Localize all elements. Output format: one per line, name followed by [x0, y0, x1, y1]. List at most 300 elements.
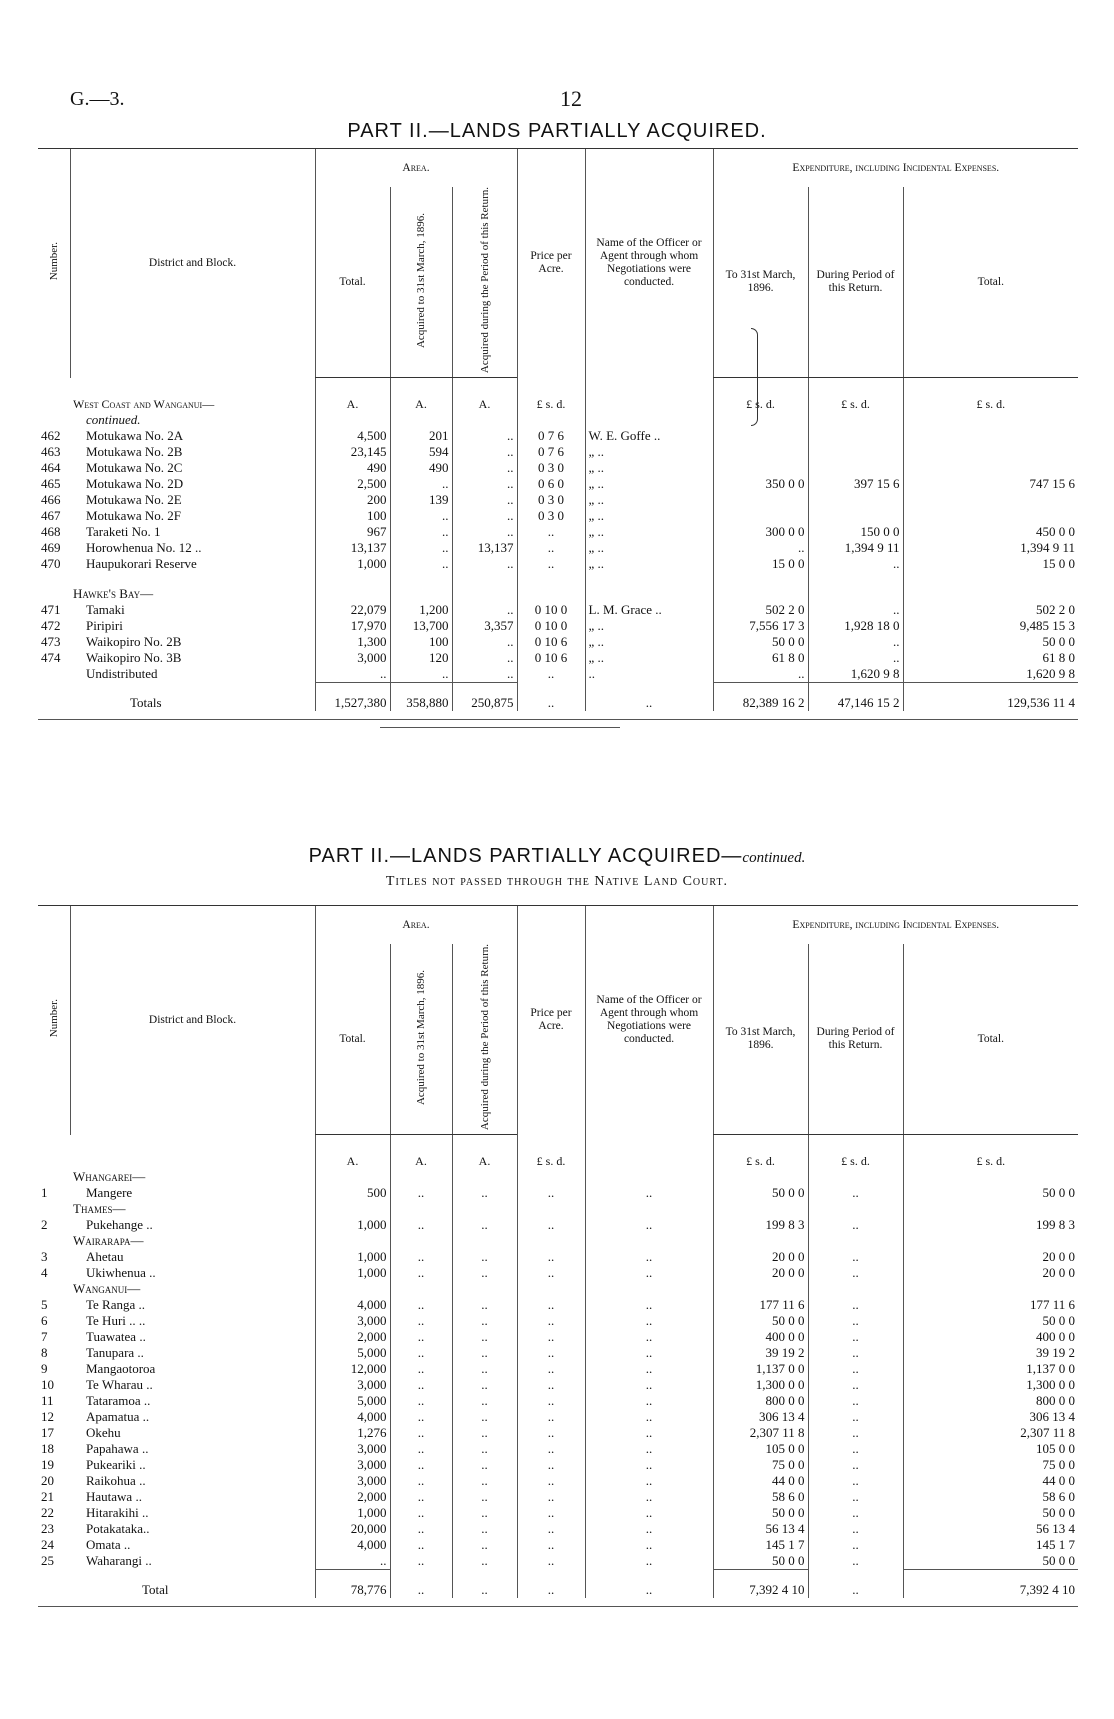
- row-number: [38, 666, 70, 683]
- exp-during: ..: [808, 1441, 903, 1457]
- exp-to: 502 2 0: [713, 602, 808, 618]
- acquired-during: ..: [452, 1521, 517, 1537]
- acquired-during: ..: [452, 1313, 517, 1329]
- blank: [713, 1201, 808, 1217]
- officer: „ ..: [585, 556, 713, 572]
- area-total: 5,000: [315, 1393, 390, 1409]
- exp-to: 39 19 2: [713, 1345, 808, 1361]
- page-number: 12: [560, 86, 582, 111]
- exp-total: 7,392 4 10: [903, 1570, 1078, 1599]
- row-number: 473: [41, 634, 61, 650]
- exp-during: ..: [808, 1570, 903, 1599]
- exp-total: 2,307 11 8: [903, 1425, 1078, 1441]
- table-row: [38, 650, 1078, 666]
- officer: ..: [585, 666, 713, 683]
- officer: ..: [585, 1553, 713, 1570]
- area-total: 1,000: [315, 556, 390, 572]
- blank: [808, 1281, 903, 1297]
- blank: [517, 1281, 585, 1297]
- row-name: Omata ..: [86, 1537, 131, 1553]
- row-name: Tuawatea ..: [86, 1329, 146, 1345]
- exp-during: ..: [808, 1249, 903, 1265]
- area-total: 1,527,380: [315, 683, 390, 712]
- area-total: 1,000: [315, 1249, 390, 1265]
- officer: ..: [585, 1409, 713, 1425]
- table-row: [38, 618, 1078, 634]
- acquired-to: 120: [390, 650, 452, 666]
- group-title: Thames—: [73, 1201, 126, 1217]
- area-total: 2,000: [315, 1489, 390, 1505]
- officer: ..: [585, 1441, 713, 1457]
- price: ..: [517, 1297, 585, 1313]
- blank: [903, 572, 1078, 602]
- exp-to: 75 0 0: [713, 1457, 808, 1473]
- price: ..: [517, 556, 585, 572]
- price: ..: [517, 1393, 585, 1409]
- price: 0 7 6: [517, 444, 585, 460]
- table-row: [38, 1457, 1078, 1473]
- unit-label: A.: [452, 378, 517, 413]
- exp-total: 20 0 0: [903, 1265, 1078, 1281]
- officer: ..: [585, 1185, 713, 1201]
- officer: ..: [585, 1265, 713, 1281]
- table-row: [38, 556, 1078, 572]
- row-number: 464: [41, 460, 61, 476]
- exp-total: 15 0 0: [903, 556, 1078, 572]
- row-name: Motukawa No. 2D: [86, 476, 184, 492]
- acquired-to: ..: [390, 1393, 452, 1409]
- price: ..: [517, 1489, 585, 1505]
- exp-total: 306 13 4: [903, 1409, 1078, 1425]
- exp-during: ..: [808, 1489, 903, 1505]
- row-number: 18: [41, 1441, 54, 1457]
- officer: ..: [585, 1345, 713, 1361]
- acquired-during: ..: [452, 1473, 517, 1489]
- table-row: [38, 1441, 1078, 1457]
- blank: [517, 1233, 585, 1249]
- unit-label: £ s. d.: [517, 378, 585, 413]
- area-total: 5,000: [315, 1345, 390, 1361]
- blank: [808, 1233, 903, 1249]
- price: ..: [517, 540, 585, 556]
- price: ..: [517, 1473, 585, 1489]
- row-name: Motukawa No. 2B: [86, 444, 183, 460]
- exp-during: ..: [808, 1345, 903, 1361]
- officer: ..: [585, 1377, 713, 1393]
- group-title: Whangarei—: [73, 1169, 146, 1185]
- acquired-during: ..: [452, 1249, 517, 1265]
- row-name: Pukeariki ..: [86, 1457, 146, 1473]
- exp-total: 56 13 4: [903, 1521, 1078, 1537]
- area-total: 13,137: [315, 540, 390, 556]
- exp-to: 1,137 0 0: [713, 1361, 808, 1377]
- totals-label: Totals: [130, 694, 162, 710]
- exp-total: 50 0 0: [903, 634, 1078, 650]
- blank: [452, 572, 517, 602]
- blank: [452, 1201, 517, 1217]
- row-name: Raikohua ..: [86, 1473, 146, 1489]
- row-number: 470: [41, 556, 61, 572]
- exp-total: 75 0 0: [903, 1457, 1078, 1473]
- exp-to: 58 6 0: [713, 1489, 808, 1505]
- acquired-to: ..: [390, 540, 452, 556]
- officer: ..: [585, 1249, 713, 1265]
- row-name: Hitarakihi ..: [86, 1505, 149, 1521]
- area-total: 4,000: [315, 1537, 390, 1553]
- acquired-to: ..: [390, 1185, 452, 1201]
- unit-label: A.: [315, 378, 390, 413]
- part2-subtitle: Titles not passed through the Native Land Court.: [385, 874, 729, 889]
- area-total: 200: [315, 492, 390, 508]
- acquired-during: ..: [452, 1570, 517, 1599]
- row-name: Motukawa No. 2C: [86, 460, 183, 476]
- acquired-to: ..: [390, 1377, 452, 1393]
- exp-to: 145 1 7: [713, 1537, 808, 1553]
- acquired-to: 594: [390, 444, 452, 460]
- blank: [38, 1169, 70, 1185]
- officer: „ ..: [585, 618, 713, 634]
- table-row: [38, 1377, 1078, 1393]
- blank: [903, 1201, 1078, 1217]
- area-total: 3,000: [315, 1457, 390, 1473]
- row-number: 20: [41, 1473, 54, 1489]
- blank: [713, 1233, 808, 1249]
- unit-label: £ s. d.: [808, 1135, 903, 1170]
- row-name: Horowhenua No. 12 ..: [86, 540, 202, 556]
- acquired-to: 100: [390, 634, 452, 650]
- acquired-during: ..: [452, 444, 517, 460]
- table-row: [38, 428, 1078, 444]
- unit-label: £ s. d.: [808, 378, 903, 413]
- table-bottom-rule: [38, 719, 1078, 720]
- price: ..: [517, 1537, 585, 1553]
- table-row: [38, 634, 1078, 650]
- table-row: [38, 1185, 1078, 1201]
- number-header: Number.: [38, 149, 70, 378]
- row-number: 5: [41, 1297, 48, 1313]
- area-total: ..: [315, 1553, 390, 1570]
- exp-during: 150 0 0: [808, 524, 903, 540]
- unit-label: £ s. d.: [713, 1135, 808, 1170]
- acquired-during: 13,137: [452, 540, 517, 556]
- table-row: [38, 1521, 1078, 1537]
- exp-total: [903, 428, 1078, 444]
- row-number: 12: [41, 1409, 54, 1425]
- exp-to: 50 0 0: [713, 1505, 808, 1521]
- acquired-during: ..: [452, 1489, 517, 1505]
- acquired-during-header: Acquired during the Period of this Return.: [452, 944, 517, 1135]
- exp-during-header: During Period of this Return.: [808, 944, 903, 1135]
- acquired-during: ..: [452, 1393, 517, 1409]
- part2-table: [38, 905, 1078, 1598]
- exp-during: 397 15 6: [808, 476, 903, 492]
- acquired-during: ..: [452, 524, 517, 540]
- officer: W. E. Goffe ..: [585, 428, 713, 444]
- exp-total: 105 0 0: [903, 1441, 1078, 1457]
- acquired-to: ..: [390, 1329, 452, 1345]
- acquired-to: ..: [390, 524, 452, 540]
- blank: [390, 1201, 452, 1217]
- blank: [903, 1169, 1078, 1185]
- row-name: Te Huri .. ..: [86, 1313, 146, 1329]
- exp-during: ..: [808, 1553, 903, 1570]
- blank: [315, 1233, 390, 1249]
- group-row: [38, 1201, 1078, 1217]
- acquired-during-header: Acquired during the Period of this Return.: [452, 187, 517, 378]
- exp-total: 20 0 0: [903, 1249, 1078, 1265]
- area-total: 12,000: [315, 1361, 390, 1377]
- exp-to: 7,556 17 3: [713, 618, 808, 634]
- table-row: [38, 524, 1078, 540]
- blank: [38, 572, 70, 602]
- row-number: 9: [41, 1361, 48, 1377]
- row-name: Ukiwhenua ..: [86, 1265, 156, 1281]
- exp-total: 50 0 0: [903, 1505, 1078, 1521]
- exp-total-header: Total.: [903, 187, 1078, 378]
- exp-total: 800 0 0: [903, 1393, 1078, 1409]
- exp-to: 44 0 0: [713, 1473, 808, 1489]
- exp-total: [903, 460, 1078, 476]
- group-title: West Coast and Wanganui—: [73, 396, 215, 411]
- officer: ..: [585, 1537, 713, 1553]
- acquired-during: ..: [452, 1185, 517, 1201]
- officer: ..: [585, 1329, 713, 1345]
- price-header: Price per Acre.: [517, 149, 585, 378]
- blank: [585, 1169, 713, 1185]
- row-number: 466: [41, 492, 61, 508]
- unit-label: A.: [315, 1135, 390, 1170]
- row-number: 8: [41, 1345, 48, 1361]
- blank: [452, 1281, 517, 1297]
- area-total: 3,000: [315, 1313, 390, 1329]
- district-header: District and Block.: [70, 149, 315, 378]
- blank: [713, 1281, 808, 1297]
- exp-during: ..: [808, 1265, 903, 1281]
- unit-label: £ s. d.: [903, 378, 1078, 413]
- row-number: 472: [41, 618, 61, 634]
- table-row: [38, 666, 1078, 683]
- blank: [808, 572, 903, 602]
- officer: ..: [585, 1457, 713, 1473]
- blank: [315, 1281, 390, 1297]
- acquired-to: ..: [390, 1361, 452, 1377]
- area-total-header: Total.: [315, 944, 390, 1135]
- totals-row: [38, 683, 1078, 712]
- exp-during: ..: [808, 1409, 903, 1425]
- row-number: 22: [41, 1505, 54, 1521]
- acquired-to: ..: [390, 1489, 452, 1505]
- blank: [390, 1281, 452, 1297]
- exp-total: 400 0 0: [903, 1329, 1078, 1345]
- price: 0 6 0: [517, 476, 585, 492]
- acquired-during: ..: [452, 1457, 517, 1473]
- blank: [713, 1169, 808, 1185]
- table-bottom-rule: [38, 1606, 1078, 1607]
- exp-to: ..: [713, 666, 808, 683]
- blank: [38, 1201, 70, 1217]
- area-total: 2,000: [315, 1329, 390, 1345]
- price: 0 3 0: [517, 508, 585, 524]
- acquired-during: ..: [452, 508, 517, 524]
- price: 0 3 0: [517, 460, 585, 476]
- exp-to: [713, 460, 808, 476]
- acquired-during: ..: [452, 476, 517, 492]
- exp-during: ..: [808, 634, 903, 650]
- exp-to: 50 0 0: [713, 634, 808, 650]
- table-row: [38, 540, 1078, 556]
- price: 0 10 0: [517, 602, 585, 618]
- row-name: Tanupara ..: [86, 1345, 144, 1361]
- area-total: 490: [315, 460, 390, 476]
- acquired-to: ..: [390, 556, 452, 572]
- exp-during: 47,146 15 2: [808, 683, 903, 712]
- table-row: [38, 1409, 1078, 1425]
- exp-during: ..: [808, 556, 903, 572]
- acquired-to: 13,700: [390, 618, 452, 634]
- table-row: [38, 492, 1078, 508]
- acquired-to: ..: [390, 1521, 452, 1537]
- row-name: Waikopiro No. 2B: [86, 634, 182, 650]
- row-name: Motukawa No. 2A: [86, 428, 184, 444]
- acquired-during: 250,875: [452, 683, 517, 712]
- exp-total-header: Total.: [903, 944, 1078, 1135]
- blank: [38, 683, 70, 712]
- district-header: District and Block.: [70, 906, 315, 1135]
- group-row: [38, 1281, 1078, 1297]
- officer: ..: [585, 1473, 713, 1489]
- expenditure-header: Expenditure, including Incidental Expenses.: [713, 906, 1078, 945]
- expenditure-header: Expenditure, including Incidental Expenses.: [713, 149, 1078, 188]
- table-row: [38, 476, 1078, 492]
- group-title: Wanganui—: [73, 1281, 141, 1297]
- acquired-during: ..: [452, 634, 517, 650]
- exp-to: 20 0 0: [713, 1249, 808, 1265]
- blank: [315, 1169, 390, 1185]
- area-total: 100: [315, 508, 390, 524]
- officer: „ ..: [585, 444, 713, 460]
- acquired-to: ..: [390, 1249, 452, 1265]
- area-total: 1,000: [315, 1265, 390, 1281]
- part2-title: PART II.—LANDS PARTIALLY ACQUIRED—continued.: [308, 845, 806, 867]
- acquired-during: ..: [452, 1409, 517, 1425]
- exp-during: ..: [808, 1217, 903, 1233]
- officer: ..: [585, 1393, 713, 1409]
- exp-to: 2,307 11 8: [713, 1425, 808, 1441]
- exp-to-header: To 31st March, 1896.: [713, 187, 808, 378]
- blank: [517, 1169, 585, 1185]
- exp-total: 1,137 0 0: [903, 1361, 1078, 1377]
- price: ..: [517, 1570, 585, 1599]
- acquired-to: 201: [390, 428, 452, 444]
- acquired-during: ..: [452, 1345, 517, 1361]
- totals-row: [38, 1570, 1078, 1599]
- row-number: 1: [41, 1185, 48, 1201]
- acquired-to: ..: [390, 1473, 452, 1489]
- row-name: Tamaki: [86, 602, 125, 618]
- acquired-to-header: Acquired to 31st March, 1896.: [390, 944, 452, 1135]
- acquired-during: ..: [452, 650, 517, 666]
- price-header: Price per Acre.: [517, 906, 585, 1135]
- row-name: Motukawa No. 2F: [86, 508, 181, 524]
- row-name: Waikopiro No. 3B: [86, 650, 182, 666]
- officer-header: Name of the Officer or Agent through whom Negotiations were conducted.: [585, 149, 713, 378]
- acquired-to: 358,880: [390, 683, 452, 712]
- acquired-to: ..: [390, 476, 452, 492]
- blank: [390, 572, 452, 602]
- exp-to: 50 0 0: [713, 1313, 808, 1329]
- area-total: 20,000: [315, 1521, 390, 1537]
- row-number: 469: [41, 540, 61, 556]
- price: ..: [517, 1249, 585, 1265]
- group-subtitle-row: [38, 412, 1078, 428]
- table-row: [38, 1393, 1078, 1409]
- blank: [390, 1233, 452, 1249]
- area-total: 1,000: [315, 1217, 390, 1233]
- blank: [517, 572, 585, 602]
- row-name: Motukawa No. 2E: [86, 492, 182, 508]
- officer: „ ..: [585, 650, 713, 666]
- exp-during: ..: [808, 1537, 903, 1553]
- exp-during: ..: [808, 1393, 903, 1409]
- acquired-to: ..: [390, 1553, 452, 1570]
- table-row: [38, 1329, 1078, 1345]
- price: ..: [517, 1505, 585, 1521]
- blank: [315, 1201, 390, 1217]
- units-row: [38, 1135, 1078, 1170]
- blank: [585, 1201, 713, 1217]
- group-row: [38, 572, 1078, 602]
- officer: ..: [585, 1313, 713, 1329]
- exp-during: 1,394 9 11: [808, 540, 903, 556]
- row-number: 463: [41, 444, 61, 460]
- row-name: Waharangi ..: [86, 1553, 152, 1569]
- acquired-to: ..: [390, 1297, 452, 1313]
- price: 0 10 0: [517, 618, 585, 634]
- row-number: 19: [41, 1457, 54, 1473]
- table-row: [38, 1217, 1078, 1233]
- acquired-during: ..: [452, 1425, 517, 1441]
- officer: „ ..: [585, 508, 713, 524]
- exp-total: 61 8 0: [903, 650, 1078, 666]
- exp-to: 20 0 0: [713, 1265, 808, 1281]
- exp-total: 1,620 9 8: [903, 666, 1078, 683]
- area-total: 2,500: [315, 476, 390, 492]
- acquired-to: ..: [390, 1345, 452, 1361]
- row-name: Te Ranga ..: [86, 1297, 146, 1313]
- exp-total: 9,485 15 3: [903, 618, 1078, 634]
- area-total: 1,300: [315, 634, 390, 650]
- acquired-to: ..: [390, 1313, 452, 1329]
- exp-during: ..: [808, 1329, 903, 1345]
- acquired-during: ..: [452, 1377, 517, 1393]
- blank: [903, 1281, 1078, 1297]
- area-total: ..: [315, 666, 390, 683]
- exp-total: 747 15 6: [903, 476, 1078, 492]
- exp-to: 82,389 16 2: [713, 683, 808, 712]
- area-total: 3,000: [315, 1473, 390, 1489]
- exp-during: ..: [808, 1425, 903, 1441]
- row-name: Ahetau: [86, 1249, 124, 1265]
- exp-to: 199 8 3: [713, 1217, 808, 1233]
- acquired-during: ..: [452, 1297, 517, 1313]
- exp-during-header: During Period of this Return.: [808, 187, 903, 378]
- acquired-during: ..: [452, 1505, 517, 1521]
- row-number: 3: [41, 1249, 48, 1265]
- price: ..: [517, 1265, 585, 1281]
- blank: [585, 1233, 713, 1249]
- area-total: 23,145: [315, 444, 390, 460]
- acquired-during: ..: [452, 1265, 517, 1281]
